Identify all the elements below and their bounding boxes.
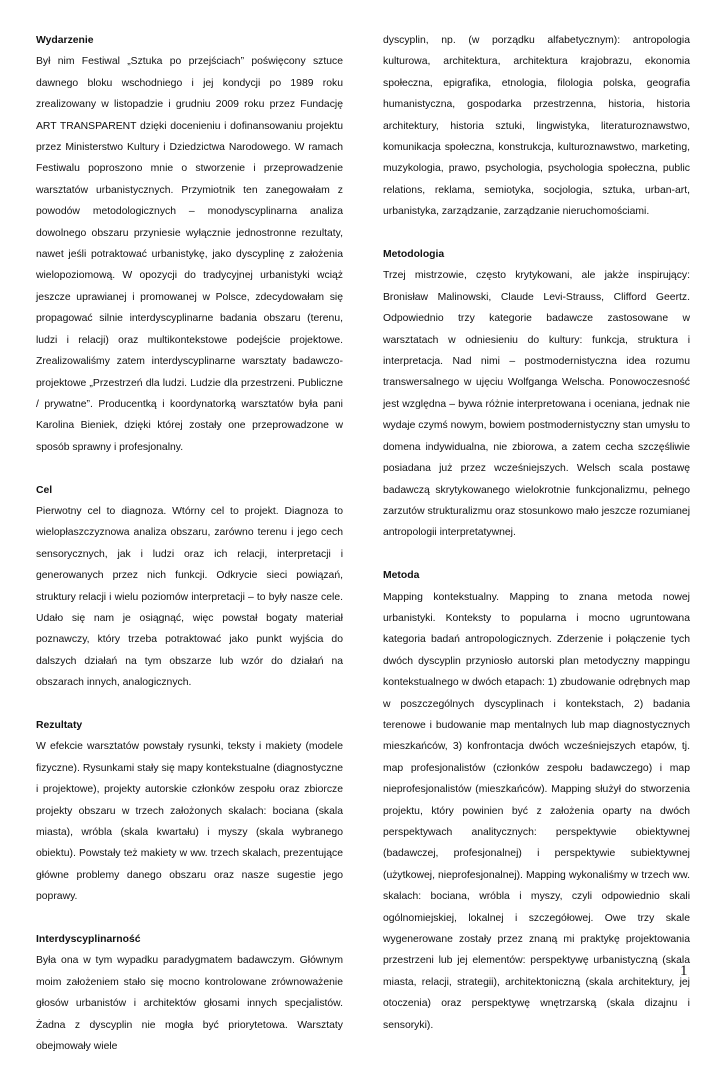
section-rezultaty (36, 715, 343, 908)
section-heading: Metoda (383, 570, 420, 582)
section-continuation (383, 30, 690, 223)
section-interdyscyplinarnosc (36, 929, 343, 1057)
right-column (383, 30, 690, 1057)
section-heading: Metodologia (383, 249, 445, 261)
section-text: W efekcie warsztatów powstały rysunki, teksty i makiety (modele fizyczne). Rysunkami stały się mapy kontekstualne (diagnostyczne i projektowe), projekty autorskie członków zespołu oraz zbiorcze projekty obszaru w trzech założonych skalach: bociana (skala miasta), wróbla (skala kwartału) i myszy (skala wybranego obiektu). Powstały też makiety w ww. trzech skalach, prezentujące główne problemy danego obszaru oraz nasze sugestie jego poprawy. (36, 741, 343, 903)
section-cel (36, 480, 343, 694)
section-heading: Rezultaty (36, 719, 83, 731)
section-text: Był nim Festiwal „Sztuka po przejściach” poświęcony sztuce dawnego bloku wschodniego i jej kondycji po 1989 roku zrealizowany w listopadzie i grudniu 2009 roku przez Fundację ART TRANSPARENT dzięki docenieniu i dofinansowaniu projektu przez Ministerstwo Kultury i Dziedzictwa Narodowego. W ramach Festiwalu poproszono mnie o stworzenie i przeprowadzenie warsztatów urbanistycznych. Przymiotnik ten zanegowałam z powodów metodologicznych – monodyscyplinarna analiza dowolnego obszaru przyniesie wyłącznie jednostronne rezultaty, nawet jeśli potraktować urbanistykę, jako dyscyplinę z założenia wielopoziomową. W opozycji do tradycyjnej urbanistyki wciąż jeszcze uprawianej i promowanej w Polsce, zdecydowałam się propagować silnie interdyscyplinarne badania obszaru (terenu, ludzi i relacji) oraz multikontekstowe podejście projektowe. Zrealizowaliśmy zatem interdyscyplinarne warsztaty badawczo-projektowe „Przestrzeń dla ludzi. Ludzie dla przestrzeni. Publiczne / prywatne”. Producentką i koordynatorką warsztatów była pani Karolina Bieniek, dzięki której zostały one przeprowadzone w sposób sprawny i profesjonalny. (36, 56, 343, 453)
section-text: Mapping kontekstualny. Mapping to znana metoda nowej urbanistyki. Konteksty to popularna i mocno ugruntowana kategoria badań antropologicznych. Zderzenie i połączenie tych dwóch dyscyplin przyniosło autorski plan metodyczny mappingu kontekstualnego w dwóch etapach: 1) zbudowanie odrębnych map w poszczególnych dyscyplinach i kontekstach, 2) badania terenowe i budowanie map mentalnych lub map diagnostycznych mieszkańców, 3) konfrontacja dwóch wcześniejszych etapów, tj. map profesjonalistów (członków zespołu badawczego) i map nieprofesjonalistów (mieszkańców). Mapping służył do stworzenia projektu, który powinien być z założenia oparty na dwóch perspektywach analitycznych: perspektywie obiektywnej (badawczej, profesjonalnej) i perspektywie subiektywnej (użytkowej, nieprofesjonalnej). Mapping wykonaliśmy w trzech ww. skalach: bociana, wróbla i myszy, czyli odpowiednio skali ogólnomiejskiej, lokalnej i szczegółowej. Owe trzy skale wygenerowane zostały przez znaną mi praktykę projektowania przestrzeni lub jej elementów: perspektywę urbanistyczną (skala miasta, relacji, strategii), architektoniczną (skala architektury, jej otoczenia) oraz perspektywę wnętrzarską (skala dizajnu i sensoryki). (383, 591, 690, 1031)
section-text: Pierwotny cel to diagnoza. Wtórny cel to projekt. Diagnoza to wielopłaszczyznowa analiza obszaru, zarówno terenu i jego cech sensorycznych, jak i ludzi oraz ich relacji, interpretacji i generowanych przez nich funkcji. Odkrycie sieci powiązań, struktury relacji i wielu poziomów interpretacji – to były nasze cele. Udało się nam je osiągnąć, więc powstał bogaty materiał poznawczy, który trzeba potraktować jako punkt wyjścia do dalszych działań na tym obszarze lub wzór do działań na obszarach innych, analogicznych. (36, 505, 343, 689)
section-heading: Interdyscyplinarność (36, 934, 141, 946)
left-column (36, 30, 343, 1079)
section-text: Była ona w tym wypadku paradygmatem badawczym. Głównym moim założeniem stało się mocno kontrolowane zrównoważenie głosów urbanistów i architektów głosami innych specjalistów. Żadna z dyscyplin nie mogła być priorytetowa. Warsztaty obejmowały wiele (36, 955, 343, 1053)
section-heading: Wydarzenie (36, 35, 94, 46)
page-number: 1 (680, 963, 688, 979)
section-metoda (383, 565, 690, 1036)
section-metodologia (383, 244, 690, 544)
section-wydarzenie (36, 30, 343, 458)
section-text: Trzej mistrzowie, często krytykowani, ale jakże inspirujący: Bronisław Malinowski, Claude Levi-Strauss, Clifford Geertz. Odpowiednio trzy kategorie badawcze zastosowane w warsztatach w odniesieniu do kultury: funkcja, struktura i interpretacja. Nad nimi – postmodernistyczna idea rozumu transwersalnego w ujęciu Wolfganga Welscha. Ponowoczesność jest względna – bywa różnie interpretowana i oceniana, jednak nie wydaje czymś nowym, bowiem postmodernistyczny stan umysłu to domena indywidualna, nie zbiorowa, a zatem cecha szczęśliwie posiadana już przez wcześniejszych. Welsch scala postawę badawczą skrytykowanego wielokrotnie funkcjonalizmu, pełnego zarzutów strukturalizmu oraz stosunkowo mało jeszcze rozumianej antropologii interpretatywnej. (383, 270, 690, 539)
section-heading: Cel (36, 484, 53, 496)
section-text: dyscyplin, np. (w porządku alfabetycznym): antropologia kulturowa, architektura, architektura krajobrazu, ekonomia społeczna, epigrafika, etnologia, filologia polska, geografia humanistyczna, gospodarka przestrzenna, historia, historia architektury, historia sztuki, lingwistyka, literaturoznawstwo, komunikacja społeczna, konstrukcja, kulturoznawstwo, marketing, muzykologia, prawo, psychologia, psychologia społeczna, public relations, reklama, semiotyka, socjologia, sztuka, urban-art, urbanistyka, zarządzanie, zarządzanie nieruchomościami. (383, 35, 690, 218)
